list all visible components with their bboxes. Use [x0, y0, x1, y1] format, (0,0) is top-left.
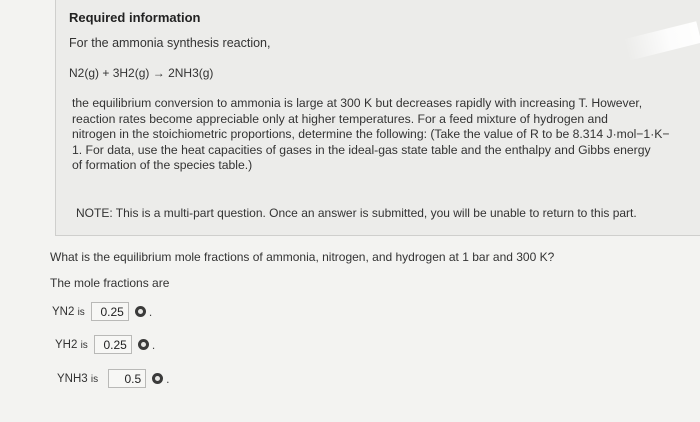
- required-information-panel: [55, 0, 700, 236]
- body-line: the equilibrium conversion to ammonia is large at 300 K but decreases rapidly with increasing T. However,: [72, 96, 643, 110]
- multi-part-note: NOTE: This is a multi-part question. Once an answer is submitted, you will be unable to return to this part.: [76, 206, 637, 220]
- panel-title: Required information: [69, 10, 201, 25]
- body-line: 1. For data, use the heat capacities of gases in the ideal-gas state table and the enthalpy and Gibbs energy: [72, 142, 651, 157]
- problem-description: [72, 96, 687, 174]
- body-line: reaction rates become appreciable only at higher temperatures. For a feed mixture of hydrogen and: [72, 111, 608, 126]
- answer-label: YN2 is: [52, 305, 85, 318]
- answer-row-yn2: YN2 is 0.25 .: [52, 302, 152, 321]
- incorrect-answer-icon: [138, 339, 149, 350]
- reaction-equation: [69, 66, 213, 80]
- body-line: nitrogen in the stoichiometric proportions, determine the following: (Take the value of R to be 8.314 J·mol−1·K−: [72, 127, 670, 142]
- reactant-h2: 3H2(g): [112, 66, 150, 80]
- reactant-n2: N2(g): [69, 66, 100, 80]
- incorrect-answer-icon: [152, 373, 163, 384]
- answer-row-ynh3: YNH3 is 0.5 .: [57, 369, 169, 388]
- incorrect-answer-icon: [135, 306, 146, 317]
- answer-lead-text: The mole fractions are: [50, 276, 170, 290]
- answer-row-yh2: YH2 is 0.25 .: [55, 335, 155, 354]
- answer-label: YNH3 is: [57, 372, 99, 385]
- intro-text: For the ammonia synthesis reaction,: [69, 36, 271, 50]
- product-nh3: 2NH3(g): [168, 66, 214, 80]
- answer-label: YH2 is: [55, 338, 88, 351]
- reaction-arrow: →: [149, 66, 169, 80]
- body-line: of formation of the species table.): [72, 158, 253, 173]
- yn2-input[interactable]: 0.25: [91, 302, 129, 321]
- question-text: What is the equilibrium mole fractions of ammonia, nitrogen, and hydrogen at 1 bar and 300 K?: [50, 250, 555, 264]
- plus-sign: +: [99, 66, 113, 80]
- yh2-input[interactable]: 0.25: [94, 335, 132, 354]
- ynh3-input[interactable]: 0.5: [108, 369, 146, 388]
